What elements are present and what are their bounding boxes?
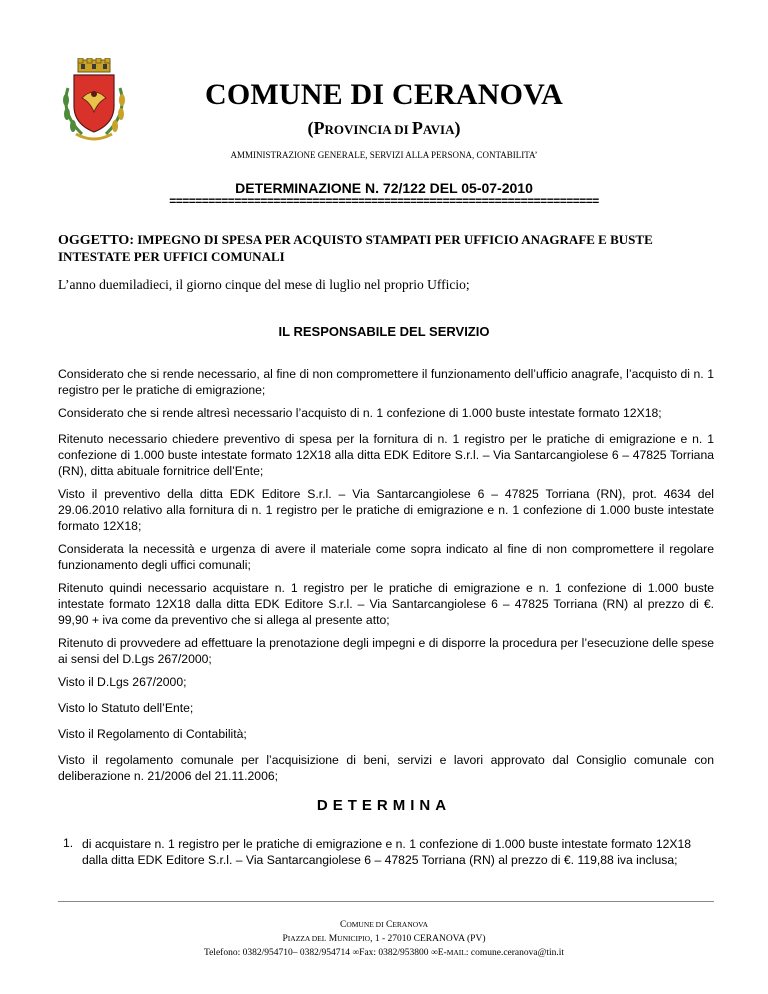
paragraph: Visto lo Statuto dell’Ente; [58,701,194,715]
paragraph: Considerata la necessità e urgenza di avere il materiale come sopra indicato al fine di non compromettere il regolare funzionamento degli uffici comunali; [58,542,714,572]
pavia-word: AVIA [422,122,455,137]
intro-line: L’anno duemiladieci, il giorno cinque del mese di luglio nel proprio Ufficio; [58,277,470,292]
footer-address [0,932,768,946]
footer-name [0,918,768,932]
pavia-initial: P [411,118,423,138]
bullet-icon: ∞ [430,948,438,958]
footer-ceranova-initial: C [385,920,393,930]
paragraph: Considerato che si rende altresì necessario l’acquisto di n. 1 confezione di 1.000 buste intestate formato 12X18; [58,406,662,420]
determina-heading: DETERMINA [316,797,452,814]
paragraph: Visto il regolamento comunale per l’acquisizione di beni, servizi e lavori approvato dal Consiglio comunale con deliberazione n. 21/2006 del 21.11.2006; [58,753,714,783]
department-subheader: AMMINISTRAZIONE GENERALE, SERVIZI ALLA PERSONA, CONTABILITA’ [230,150,538,160]
paragraph: Visto il D.Lgs 267/2000; [58,675,187,689]
province-di: DI [390,122,412,137]
footer-piazza-initial: P [282,934,288,944]
subject-label: OGGETTO: [58,233,134,248]
footer-phone: Telefono: 0382/954710– 0382/954714 [203,948,353,958]
footer-piazza-word: IAZZA DEL [287,934,327,943]
separator-line: ================================================================== [169,194,599,208]
footer-ceranova-word: ERANOVA [392,920,429,929]
province-word: ROVINCIA [324,122,391,137]
paragraph: Visto il preventivo della ditta EDK Editore S.r.l. – Via Santarcangiolese 6 – 47825 Torriana (RN), prot. 4634 del 29.06.2010 relativo alla fornitura di n. 1 registro per le pratiche di emigrazione e n. 1 confezione di 1.000 buste intestate formato 12X18; [58,487,714,533]
footer-fax: Fax: 0382/953800 [359,948,431,958]
province-open-paren: ( [307,118,314,138]
subject-text: IMPEGNO DI SPESA PER ACQUISTO STAMPATI PER UFFICIO ANAGRAFE E BUSTE INTESTATE PER UFFICI COMUNALI [58,232,653,264]
province-close-paren: ) [454,118,461,138]
footer-name-word: OMUNE DI [346,920,384,929]
province-line [0,118,768,139]
bullet-icon: ∞ [352,948,360,958]
paragraph: Ritenuto quindi necessario acquistare n. 1 registro per le pratiche di emigrazione e n. 1 confezione di 1.000 buste intestate formato 12X18 dalla ditta EDK Editore S.r.l. – Via Santarcangiolese 6 – 47825 Torriana (RN) al prezzo di €. 99,90 + iva come da preventivo che si allega al presente atto; [58,581,714,627]
list-item: di acquistare n. 1 registro per le pratiche di emigrazione e n. 1 confezione di 1.000 buste intestate formato 12X18 dalla ditta EDK Editore S.r.l. – Via Santarcangiolese 6 – 47825 Torriana (RN) al prezzo di €. 119,88 iva inclusa; [82,837,692,867]
footer-email-word: MAIL [446,948,466,957]
paragraph: Ritenuto necessario chiedere preventivo di spesa per la fornitura di n. 1 registro per le pratiche di emigrazione e n. 1 confezione di 1.000 buste intestate formato 12X18 alla ditta EDK Editore S.r.l. – Via Santarcangiolese 6 – 47825 Torriana (RN), ditta abituale fornitrice dell’Ente; [58,432,714,478]
responsible-heading: IL RESPONSABILE DEL SERVIZIO [278,324,490,339]
municipality-title: COMUNE DI CERANOVA [204,78,564,111]
footer-municipio-initial: M [328,934,338,944]
list-item-number: 1. [63,836,74,850]
footer-address-rest: , 1 - 27010 CERANOVA (PV) [370,934,486,944]
paragraph: Ritenuto di provvedere ad effettuare la prenotazione degli impegni e di disporre la procedura per l’esecuzione delle spese ai sensi del D.Lgs 267/2000; [58,636,714,666]
footer-divider [58,901,714,902]
footer-email-prefix: E- [437,948,447,958]
paragraph: Considerato che si rende necessario, al fine di non compromettere il funzionamento dell’ufficio anagrafe, l’acquisto di n. 1 registro per le pratiche di emigrazione; [58,367,714,397]
footer [0,918,768,960]
footer-name-initial: C [339,920,347,930]
footer-email: : comune.ceranova@tin.it [465,948,565,958]
footer-municipio-word: UNICIPIO [337,934,371,943]
determination-title: DETERMINAZIONE N. 72/122 DEL 05-07-2010 [235,180,533,196]
province-initial: P [313,118,325,138]
footer-contacts [0,946,768,960]
subject-block [58,232,718,265]
paragraph: Visto il Regolamento di Contabilità; [58,727,247,741]
